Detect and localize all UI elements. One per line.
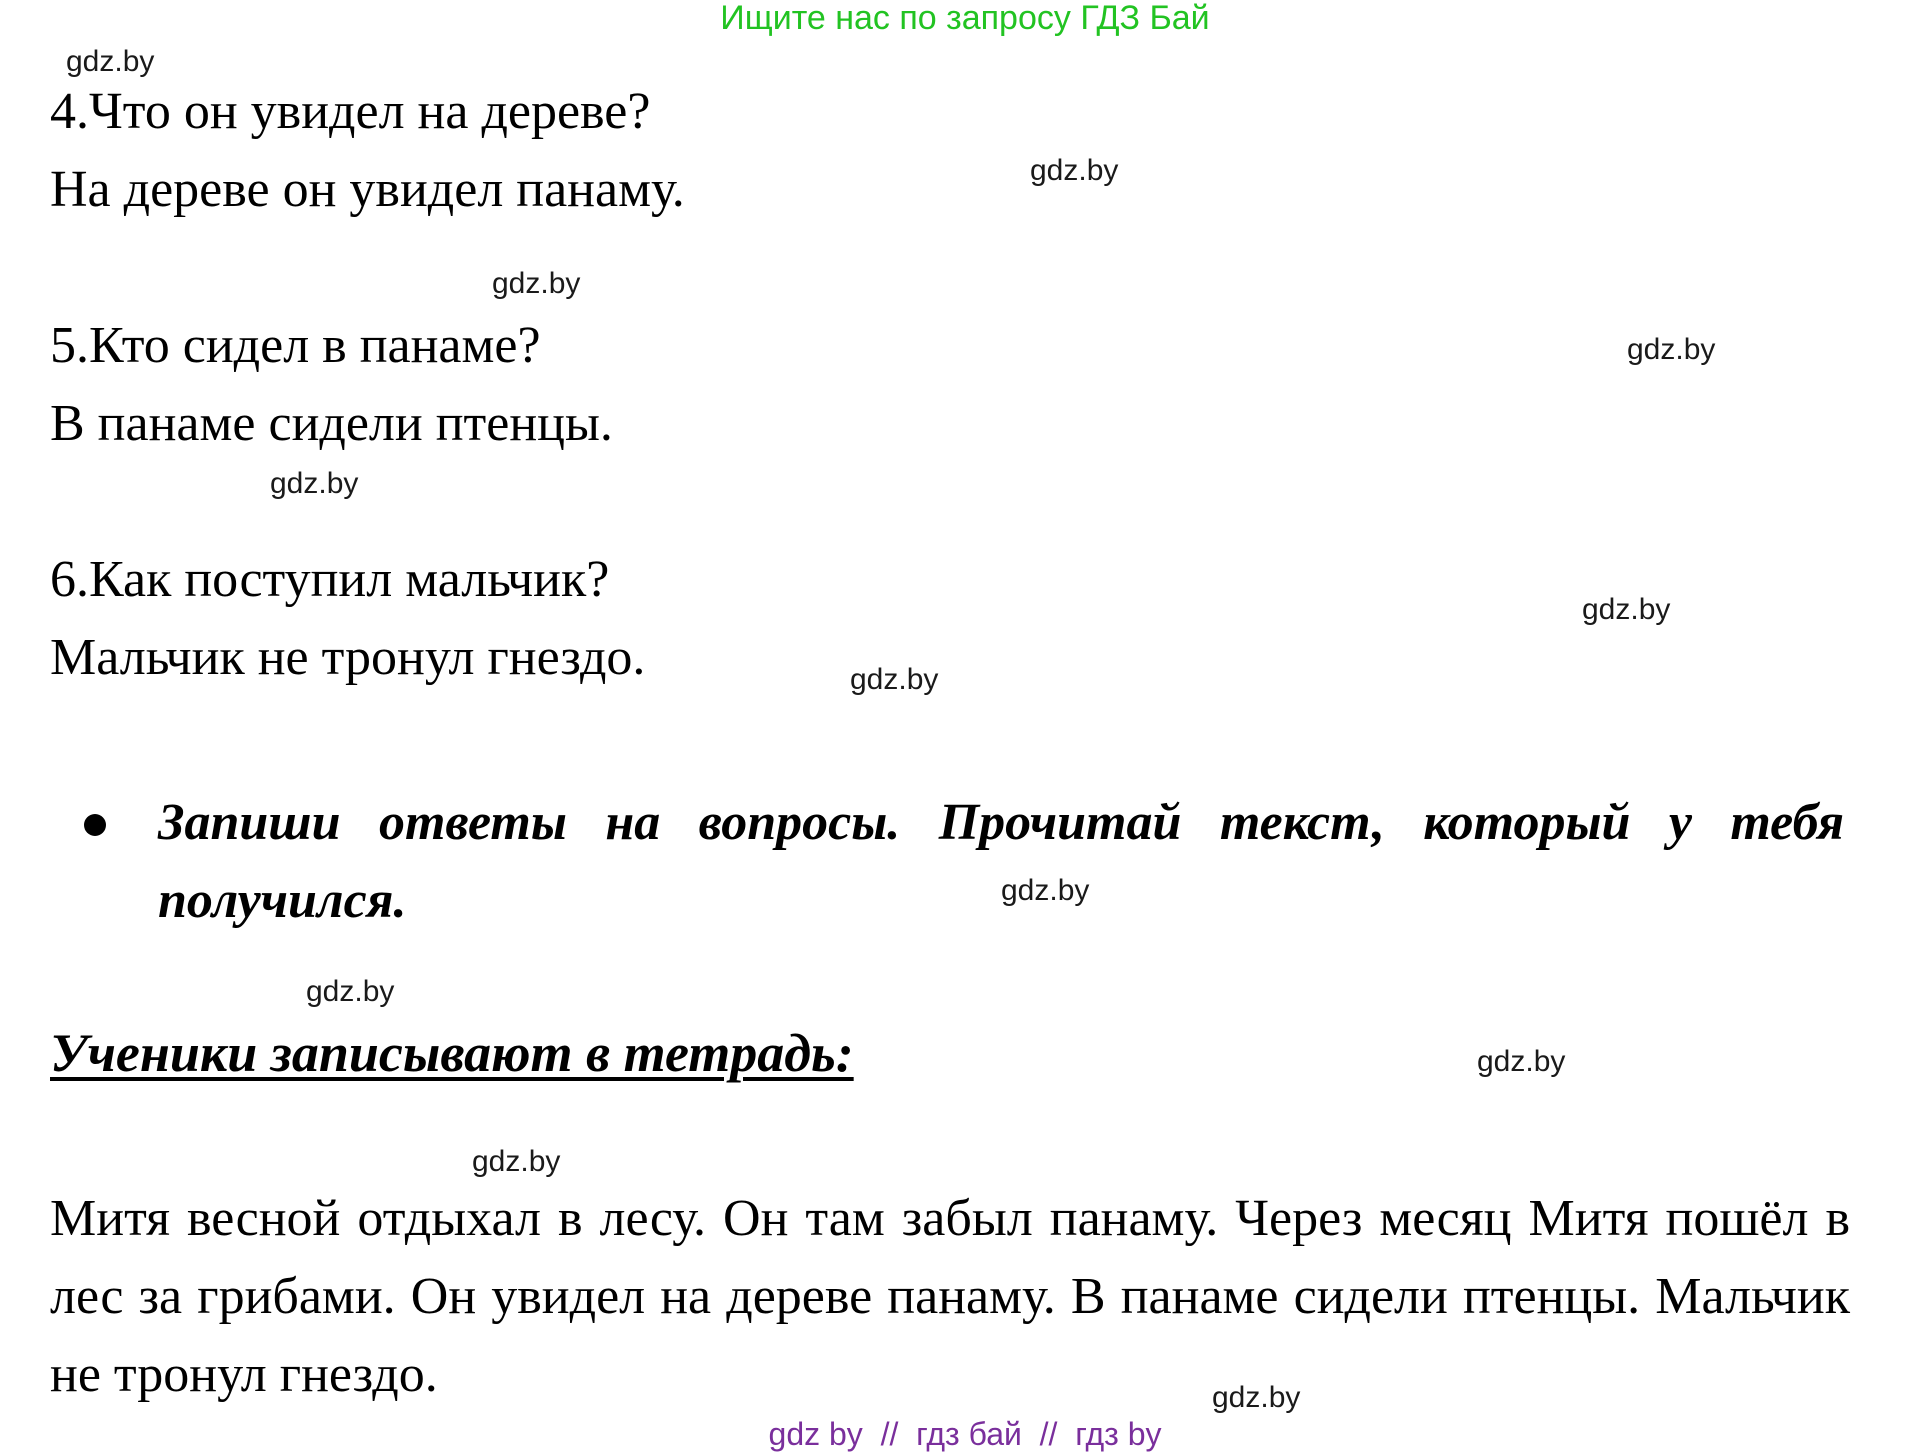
watermark: gdz.by: [1477, 1045, 1566, 1078]
watermark: gdz.by: [270, 467, 359, 500]
bullet-icon: [84, 814, 106, 836]
watermark: gdz.by: [306, 975, 395, 1008]
watermark: gdz.by: [1627, 333, 1716, 366]
instruction-text: Запиши ответы на вопросы. Прочитай текст, который у тебя получился.: [158, 794, 1844, 929]
top-banner: Ищите нас по запросу ГДЗ Бай: [720, 0, 1210, 37]
footer-links: gdz by // гдз бай // гдз by: [768, 1416, 1162, 1452]
answer-4: На дереве он увидел панаму.: [50, 161, 685, 218]
answer-5: В панаме сидели птенцы.: [50, 395, 613, 452]
watermark: gdz.by: [1212, 1381, 1301, 1414]
watermark: gdz.by: [492, 267, 581, 300]
watermark: gdz.by: [1001, 874, 1090, 907]
watermark: gdz.by: [1582, 593, 1671, 626]
question-4: 4.Что он увидел на дереве?: [50, 83, 651, 140]
watermark: gdz.by: [850, 663, 939, 696]
section-heading: Ученики записывают в тетрадь:: [50, 1023, 854, 1083]
question-5: 5.Кто сидел в панаме?: [50, 317, 541, 374]
answer-6: Мальчик не тронул гнездо.: [50, 629, 646, 686]
watermark: gdz.by: [1030, 154, 1119, 187]
watermark: gdz.by: [472, 1145, 561, 1178]
summary-paragraph: Митя весной отдыхал в лесу. Он там забыл панаму. Через месяц Митя пошёл в лес за грибами. Он увидел на дереве панаму. В панаме сидели птенцы. Мальчик не тронул гнездо.: [50, 1190, 1850, 1403]
question-6: 6.Как поступил мальчик?: [50, 551, 610, 608]
watermark: gdz.by: [66, 45, 155, 78]
